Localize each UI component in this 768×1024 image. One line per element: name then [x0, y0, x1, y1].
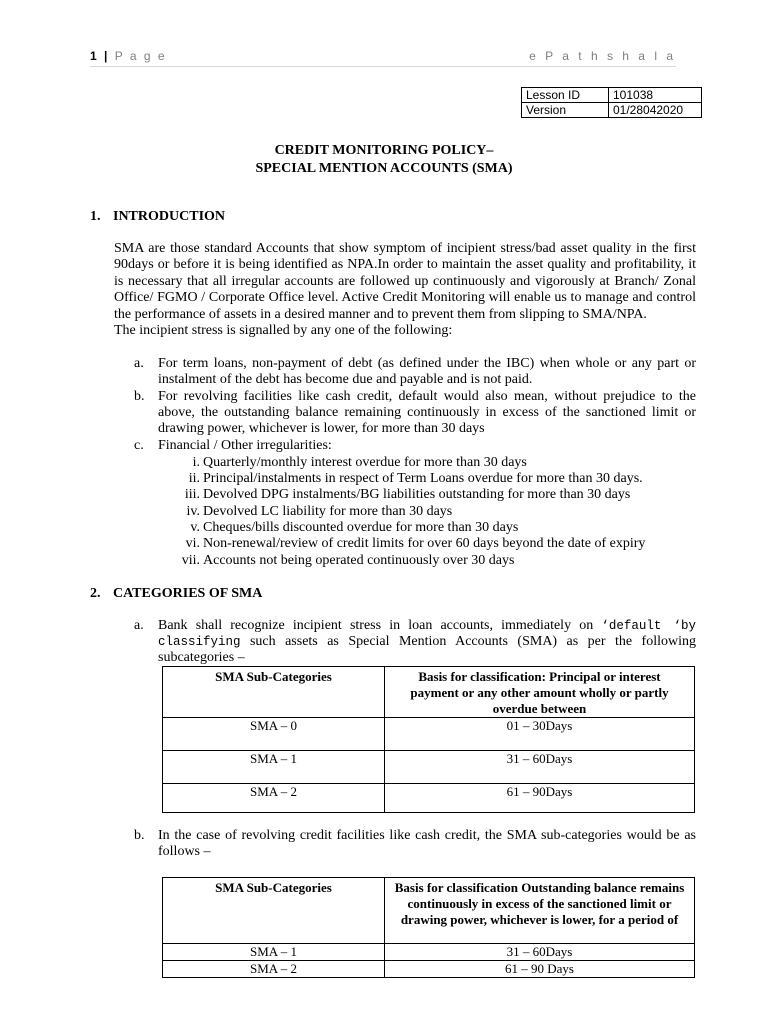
list-item-a: a. For term loans, non-payment of debt (as defined under the IBC) when whole or any part or instalment of the debt has become due and payable and is not paid.: [134, 356, 696, 388]
table-cell: 61 – 90Days: [385, 784, 695, 813]
table-header: SMA Sub-Categories: [163, 667, 385, 718]
table-row: [163, 718, 695, 751]
table-cell: 61 – 90 Days: [385, 961, 695, 978]
list-item-c: c. Financial / Other irregularities:: [134, 438, 332, 453]
lesson-id-label: Lesson ID: [522, 88, 609, 103]
table-cell: SMA – 1: [163, 751, 385, 784]
lesson-info-table: [521, 87, 702, 118]
table-cell: SMA – 2: [163, 784, 385, 813]
table-row: [163, 961, 695, 978]
version-label: Version: [522, 103, 609, 118]
table-cell: 31 – 60Days: [385, 751, 695, 784]
intro-lead-in: The incipient stress is signalled by any one of the following:: [114, 323, 453, 338]
sma-table-revolving-credit: [162, 877, 695, 978]
document-subtitle: SPECIAL MENTION ACCOUNTS (SMA): [255, 161, 513, 176]
sub-item-i: i. Quarterly/monthly interest overdue for more than 30 days: [192, 455, 527, 470]
sub-item-vi: vi. Non-renewal/review of credit limits for over 60 days beyond the date of expiry: [185, 536, 646, 551]
version-value: 01/28042020: [609, 103, 702, 118]
table-row: [163, 944, 695, 961]
sub-item-vii: vii. Accounts not being operated continuously over 30 days: [181, 553, 515, 568]
table-row: [163, 784, 695, 813]
lesson-id-value: 101038: [609, 88, 702, 103]
document-title: CREDIT MONITORING POLICY–: [274, 143, 494, 158]
table-cell: SMA – 2: [163, 961, 385, 978]
page-number: 1 | P a g e: [90, 49, 167, 63]
intro-paragraph: SMA are those standard Accounts that show symptom of incipient stress/bad asset quality in the first 90days or before it is being identified as NPA.In order to maintain the asset quality and profitability, it is necessary that all irregular accounts are followed up continuously and vigorously at Branch/ Zonal Office/ FGMO / Corporate Office level. Active Credit Monitoring will enable us to manage and control the performance of assets in a desired manner and to prevent them from slipping to SMA/NPA.: [114, 241, 696, 322]
table-header: Basis for classification Outstanding balance remains continuously in excess of the sanctioned limit or drawing power, whichever is lower, for a period of: [385, 878, 695, 944]
list-item-b: b. For revolving facilities like cash credit, default would also mean, without prejudice to the above, the outstanding balance remaining continuously in excess of the sanctioned limit or drawing power, whichever is lower, for more than 30 days: [134, 389, 696, 437]
table-header: SMA Sub-Categories: [163, 878, 385, 944]
table-cell: 01 – 30Days: [385, 718, 695, 751]
categories-item-b: b. In the case of revolving credit facilities like cash credit, the SMA sub-categories would be as follows –: [134, 828, 696, 860]
sub-item-iv: iv. Devolved LC liability for more than 30 days: [186, 504, 453, 519]
sub-item-ii: ii. Principal/instalments in respect of Term Loans overdue for more than 30 days.: [188, 471, 643, 486]
sub-item-v: v. Cheques/bills discounted overdue for more than 30 days: [190, 520, 519, 535]
table-cell: SMA – 1: [163, 944, 385, 961]
categories-item-a: a. Bank shall recognize incipient stress in loan accounts, immediately on ‘default ‘by classifying such assets as Special Mention Accounts (SMA) as per the following subcategories –: [134, 618, 696, 666]
sub-item-iii: iii. Devolved DPG instalments/BG liabilities outstanding for more than 30 days: [184, 487, 631, 502]
table-cell: 31 – 60Days: [385, 944, 695, 961]
page-header: [90, 46, 676, 67]
table-cell: SMA – 0: [163, 718, 385, 751]
section-heading-introduction: 1. INTRODUCTION: [90, 209, 226, 224]
table-header: Basis for classification: Principal or interest payment or any other amount wholly or partly overdue between: [385, 667, 695, 718]
sma-table-term-loans: [162, 666, 695, 813]
brand-name: e P a t h s h a l a: [529, 49, 676, 63]
table-row: [163, 751, 695, 784]
section-heading-categories: 2. CATEGORIES OF SMA: [90, 586, 263, 601]
